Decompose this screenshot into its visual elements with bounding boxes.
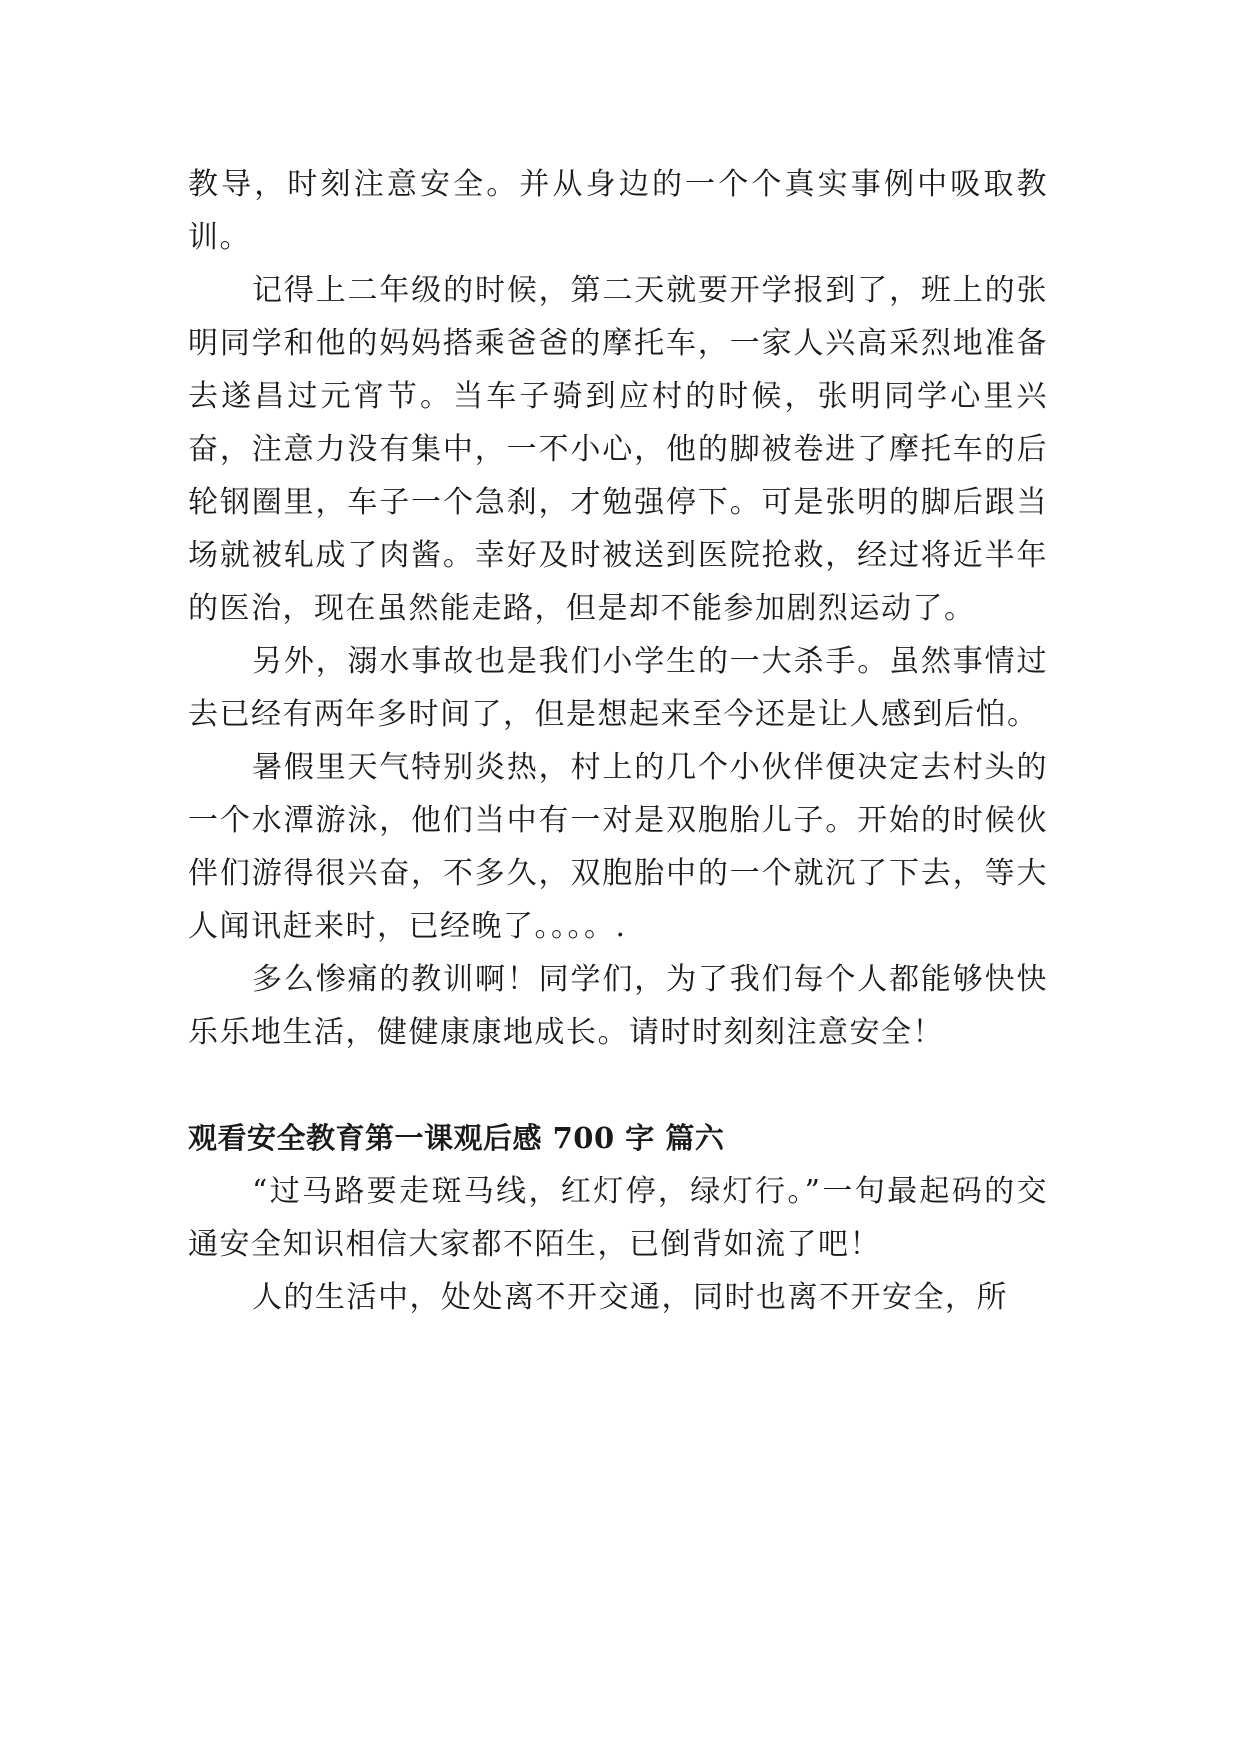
paragraph-3: 另外，溺水事故也是我们小学生的一大杀手。虽然事情过去已经有两年多时间了，但是想起来至今还是让人感到后怕。 [188,644,1048,732]
paragraph-4: 暑假里天气特别炎热，村上的几个小伙伴便决定去村头的一个水潭游泳，他们当中有一对是双胞胎儿子。开始的时候伙伴们游得很兴奋，不多久，双胞胎中的一个就沉了下去，等大人闻讯赶来时，已经晚了。。。。. [188,750,1048,944]
paragraph-5: 多么惨痛的教训啊！同学们，为了我们每个人都能够快快乐乐地生活，健健康康地成长。请时时刻刻注意安全！ [188,962,1048,1050]
paragraph-1: 教导，时刻注意安全。并从身边的一个个真实事例中吸取教训。 [188,167,1048,255]
paragraph-6: “过马路要走斑马线，红灯停，绿灯行。”一句最起码的交通安全知识相信大家都不陌生，已倒背如流了吧！ [188,1174,1048,1262]
section-title: 观看安全教育第一课观后感 700 字 篇六 [188,1121,725,1155]
document-page [188,158,1048,1324]
paragraph-2: 记得上二年级的时候，第二天就要开学报到了，班上的张明同学和他的妈妈搭乘爸爸的摩托车，一家人兴高采烈地准备去遂昌过元宵节。当车子骑到应村的时候，张明同学心里兴奋，注意力没有集中，一不小心，他的脚被卷进了摩托车的后轮钢圈里，车子一个急刹，才勉强停下。可是张明的脚后跟当场就被轧成了肉酱。幸好及时被送到医院抢救，经过将近半年的医治，现在虽然能走路，但是却不能参加剧烈运动了。 [188,273,1048,626]
paragraph-7: 人的生活中，处处离不开交通，同时也离不开安全，所 [252,1280,1008,1315]
